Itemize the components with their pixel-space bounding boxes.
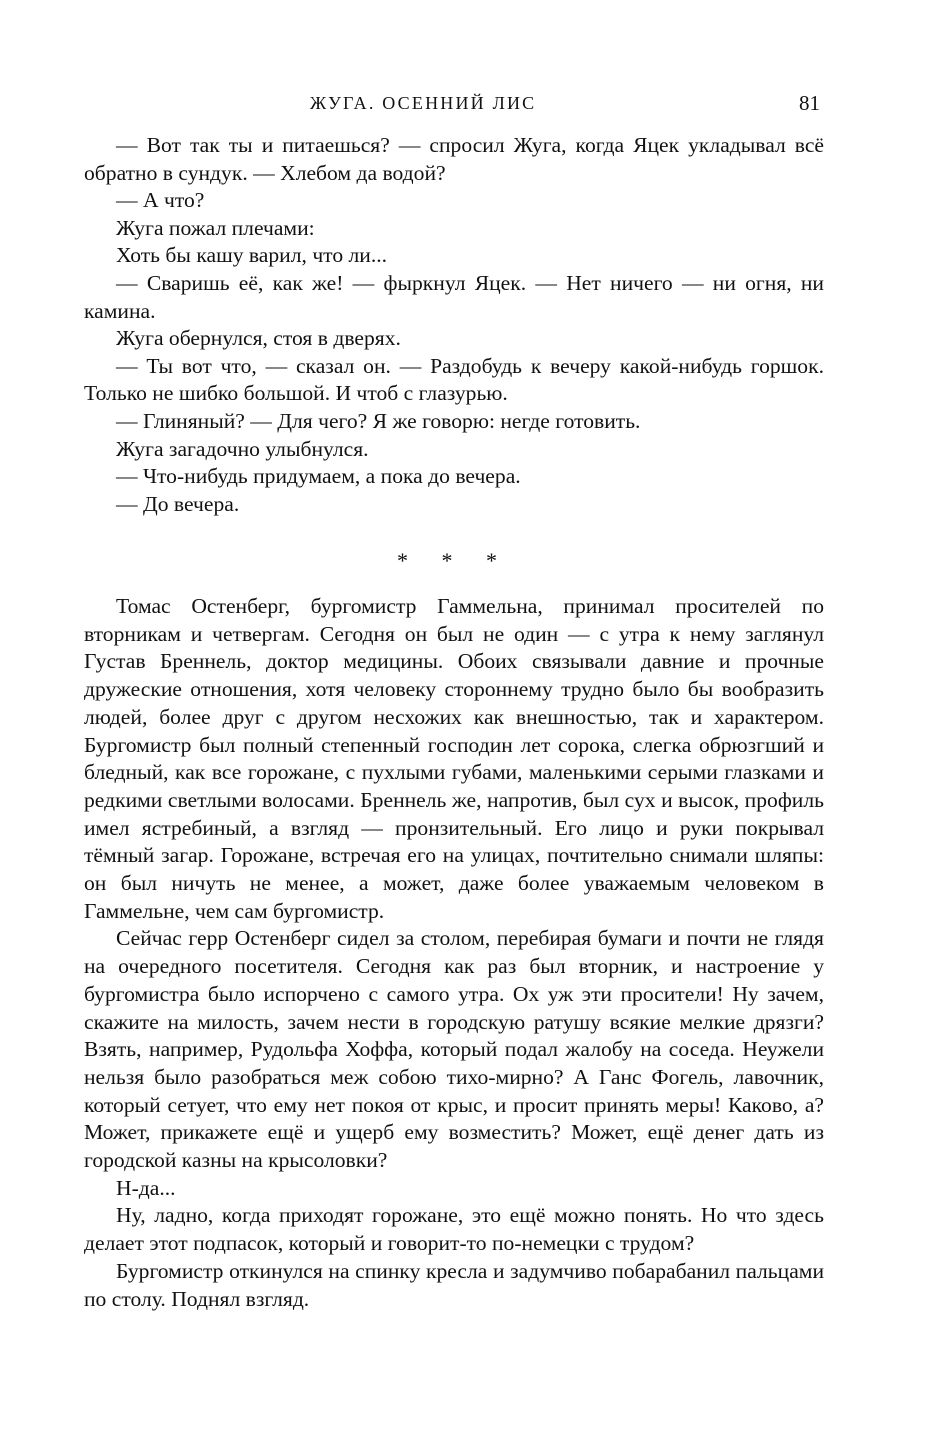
running-head bbox=[84, 88, 824, 118]
paragraph: Хоть бы кашу варил, что ли... bbox=[116, 243, 388, 268]
paragraph: — Ты вот что, — сказал он. — Раздобудь к вечеру какой-нибудь горшок. Только не шибко большой. И чтоб с глазурью. bbox=[84, 353, 824, 406]
paragraph: Н-да... bbox=[116, 1175, 176, 1200]
paragraph: — Вот так ты и питаешься? — спросил Жуга, когда Яцек укладывал всё обратно в сундук. — Хлебом да водой? bbox=[84, 133, 824, 185]
paragraph: Жуга загадочно улыбнулся. bbox=[116, 436, 369, 461]
paragraph: — До вечера. bbox=[116, 491, 240, 516]
dialogue-section bbox=[84, 132, 824, 518]
paragraph: Бургомистр откинулся на спинку кресла и задумчиво побарабанил пальцами по столу. Поднял взгляд. bbox=[84, 1258, 824, 1311]
section-break: * * * bbox=[397, 548, 511, 573]
paragraph: — Что-нибудь придумаем, а пока до вечера. bbox=[116, 464, 521, 489]
running-title: ЖУГА. ОСЕННИЙ ЛИС bbox=[310, 93, 537, 113]
paragraph: Ну, ладно, когда приходят горожане, это ещё можно понять. Но что здесь делает этот подпасок, который и говорит-то по-немецки с трудом? bbox=[84, 1203, 824, 1256]
paragraph: Томас Остенберг, бургомистр Гаммельна, принимал просителей по вторникам и четвергам. Сегодня он был не один — с утра к нему заглянул Густав Бреннель, доктор медицины. Обоих связывали давние и прочные дружеские отношения, хотя человеку стороннему трудно было бы вообразить людей, более друг с другом несхожих как внешностью, так и характером. Бургомистр был полный степенный господин лет сорока, слегка обрюзгший и бледный, как все горожане, с пухлыми губами, маленькими серыми глазками и редкими светлыми волосами. Бреннель же, напротив, был сух и высок, профиль имел ястребиный, а взгляд — пронзительный. Его лицо и руки покрывал тёмный загар. Горожане, встречая его на улицах, почтительно снимали шляпы: он был ничуть не менее, а может, даже более уважаемым человеком в Гаммельне, чем сам бургомистр. bbox=[84, 594, 824, 923]
paragraph: Жуга обернулся, стоя в дверях. bbox=[116, 326, 401, 351]
book-page bbox=[84, 0, 824, 1447]
paragraph: — Глиняный? — Для чего? Я же говорю: негде готовить. bbox=[116, 408, 641, 433]
paragraph: — А что? bbox=[116, 188, 205, 213]
page-number: 81 bbox=[799, 91, 820, 115]
paragraph: Жуга пожал плечами: bbox=[116, 215, 315, 240]
paragraph: Сейчас герр Остенберг сидел за столом, перебирая бумаги и почти не глядя на очередного посетителя. Сегодня как раз был вторник, и настроение у бургомистра было испорчено с самого утра. Ох уж эти просители! Ну зачем, скажите на милость, зачем нести в городскую ратушу всякие мелкие дрязги? Взять, например, Рудольфа Хоффа, который подал жалобу на соседа. Неужели нельзя было разобраться меж собою тихо-мирно? А Ганс Фогель, лавочник, который сетует, что ему нет покоя от крыс, и просит принять меры! Каково, а? Может, прикажете ещё и ущерб ему возместить? Может, ещё денег дать из городской казны на крысоловки? bbox=[84, 926, 824, 1173]
narrative-section bbox=[84, 593, 824, 1313]
paragraph: — Сваришь её, как же! — фыркнул Яцек. — Нет ничего — ни огня, ни камина. bbox=[84, 270, 824, 323]
